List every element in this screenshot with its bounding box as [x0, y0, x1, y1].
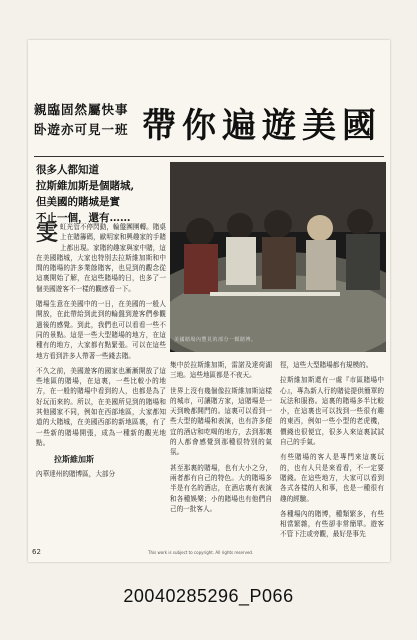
subhead: [34, 100, 129, 140]
paragraph-text: 虹光管不停閃動，輪盤團團轉。賭桌上在賭籌碼，歐明家和興趣家的手賭上都出現。家賭的趣家與家中賭，這在美國賭城，大家也特別去拉斯維加斯和中間的賭場的許多業餘賭客，也見到的觀念從這裏開始了解，在這些賭場的日，也多了一個美國遊客不一樣的觀感看一下。: [36, 223, 166, 293]
paragraph: 有些賭場的客人是專門來這裏玩的，也有人只是來看看，不一定要賭錢。在這些地方，大家可以看到各式各樣的人和事，也是一種很有趣的經驗。: [280, 453, 384, 503]
lead-line: 拉斯維加斯是個賭城,: [36, 180, 135, 192]
paragraph: 世界上沒有幾個像拉斯維加斯這樣的城市，可讓賭方家，這賭場是一天到晚都開門的。這裏可以看到一些大型的賭場和表演，也有許多便宜的酒店和吃喝的地方，去到那裏的人都會感覺到那種很特別的氣氛。: [170, 386, 272, 457]
lead-line: 不止一個，還有……: [36, 212, 131, 224]
column-3: [280, 360, 384, 545]
subhead-line: 卧遊亦可見一班: [34, 122, 129, 137]
column-2: [170, 360, 272, 519]
paragraph: 內華達州的賭博區，大部分: [36, 469, 116, 478]
section-heading: 拉斯維加斯: [54, 454, 94, 465]
footer-note: This work is subject to copyright. All rights reserved.: [148, 550, 254, 555]
lead-line: 但美國的賭城是實: [36, 196, 120, 208]
lead-paragraph: [36, 162, 168, 226]
image-id-caption: 20040285296_P066: [123, 586, 294, 606]
title-block: [34, 98, 384, 158]
photo-caption: 美國賭場內豐見的部分一顆賭博。: [174, 337, 257, 343]
paragraph: 徑，這些大型賭場都有規模的。: [280, 361, 373, 369]
lead-line: 很多人都知道: [36, 164, 99, 176]
title-rule: [34, 156, 384, 157]
paragraph: 拉斯維加斯還有一處『市區賭場中心』，專為新人行的賭徒提供簡單的玩法和服務。這裏的賭場多半比較小，在這裏也可以找到一些很有趣的東西，例如一些小型的老虎機，價錢也很便宜，很多人來這裏試試自己的手氣。: [280, 376, 384, 447]
paragraph: 不久之前，美國遊客的國家也漸漸開放了這些地區的賭場，在這裏，一些比較小的地方，在一般的賭場中看到的人，也都是為了好玩而來的。所以，在美國所見到的賭場和其他國家不同，例如在西部地區，大家都知道的大賭城，在美國西部的新地區裏，有了一些新的賭場開張，成為一種新的觀光地點。: [36, 366, 166, 447]
paragraph: 賭場生意在美國中的一日，在美國的一般人開放，在此帶給到此到的輪盤到遊客們參觀過後的感覺。到此，我們也可以看看一些不同的景點。這是一些大型賭場的地方，在這種有的地方，大家都有點緊張。可以在這些地方看到許多人帶著一些錢去賭。: [36, 300, 166, 360]
paragraph: 甚至那裏的賭場，也有大小之分，兩者都有自己的特色。大的賭場多半是有名的酒店，在酒店裏有表演和各種娛樂；小的賭場也有他們自己的一批客人。: [170, 463, 272, 513]
article-title: 帶你遍遊美國: [142, 106, 382, 146]
casino-photo: [170, 162, 386, 352]
subhead-line: 親臨固然屬快事: [34, 102, 129, 117]
dropcap: 雯: [36, 220, 59, 246]
casino-photo-illustration: [170, 162, 386, 352]
magazine-page: [28, 40, 390, 562]
paragraph: 集中於拉斯維加斯，雷諾及達荷湖三地。這些地區都是不夜天。: [170, 361, 272, 380]
paragraph: 各種場內的賭博，種類繁多，有些相當繁雜，有些卻非常簡單。遊客不管下注或旁觀，最好是事先: [280, 509, 384, 539]
paragraph: [36, 222, 166, 294]
column-1: [36, 222, 166, 484]
page-number: 62: [32, 548, 41, 556]
